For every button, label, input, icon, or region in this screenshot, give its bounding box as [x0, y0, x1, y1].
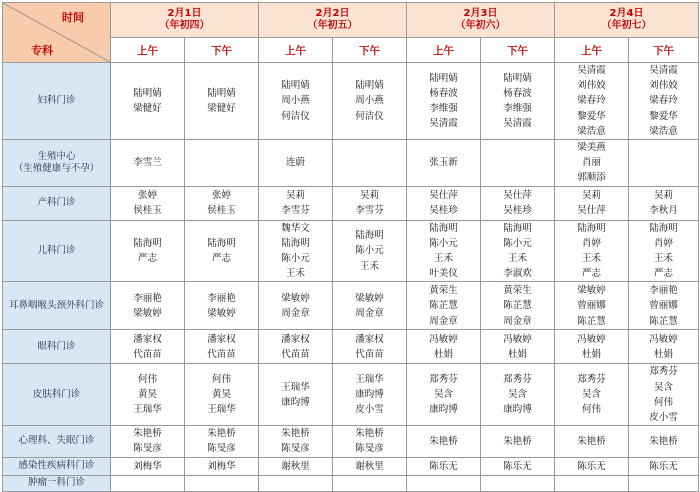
doctor-name: 曾丽娜	[649, 300, 678, 312]
doctor-name: 郭顺添	[577, 172, 606, 184]
doctor-name: 陆明婧	[281, 80, 310, 92]
doctor-name: 梁敏婷	[355, 292, 384, 304]
doctor-name: 康昀博	[503, 404, 532, 416]
doctor-name: 李丽艳	[207, 292, 236, 304]
doctor-cell	[185, 63, 259, 140]
doctor-name: 杜娟	[507, 348, 527, 360]
doctor-name: 吴桂珍	[503, 205, 532, 217]
doctor-name: 吴含	[653, 381, 673, 393]
doctor-name: 代苗苗	[207, 348, 236, 360]
doctor-name: 严志	[137, 253, 157, 265]
doctor-name: 黄昊	[137, 389, 157, 401]
doctor-name: 刘伟姣	[649, 80, 678, 92]
doctor-cell	[629, 330, 699, 364]
dept-row	[3, 426, 699, 457]
doctor-cell	[111, 457, 185, 475]
doctor-name: 吴桂珍	[429, 205, 458, 217]
doctor-name: 李丽艳	[133, 292, 162, 304]
doctor-name: 叶美仪	[429, 268, 458, 280]
doctor-cell	[555, 63, 629, 140]
doctor-cell	[259, 282, 333, 330]
slot-pm: 下午	[333, 38, 407, 63]
doctor-cell	[407, 63, 481, 140]
doctor-name: 皮小雪	[355, 404, 384, 416]
doctor-name: 李维强	[503, 103, 532, 114]
doctor-name: 陆海明	[649, 222, 678, 234]
date-header-3	[555, 3, 699, 38]
doctor-name: 王禾	[433, 253, 453, 265]
date-text: 2月2日	[315, 8, 350, 19]
doctor-name: 刘伟姣	[577, 80, 606, 92]
doctor-name: 陈乐无	[649, 460, 678, 472]
doctor-name: 谢秋里	[355, 460, 384, 472]
doctor-name: 杜娟	[433, 348, 453, 360]
doctor-name: 潘家权	[355, 333, 384, 345]
doctor-name: 李秋月	[649, 205, 678, 217]
doctor-name: 吴清霞	[503, 118, 532, 130]
doctor-name: 王瑞华	[281, 381, 310, 393]
doctor-name: 梁浩意	[577, 125, 606, 137]
doctor-cell	[629, 457, 699, 475]
doctor-name: 朱艳桥	[503, 435, 532, 447]
doctor-name: 严志	[581, 268, 601, 280]
doctor-cell	[629, 140, 699, 187]
doctor-cell	[333, 457, 407, 475]
doctor-cell	[185, 186, 259, 220]
doctor-name: 陈旻彦	[133, 443, 162, 455]
doctor-name: 周小燕	[355, 95, 384, 107]
doctor-name: 陈旻彦	[355, 443, 384, 455]
doctor-cell	[333, 330, 407, 364]
doctor-name: 魏华文	[281, 222, 310, 234]
doctor-cell	[629, 364, 699, 426]
doctor-name: 陈乐无	[429, 460, 458, 472]
doctor-name: 代苗苗	[355, 348, 384, 360]
doctor-cell	[185, 220, 259, 282]
doctor-name: 潘家权	[281, 333, 310, 345]
doctor-cell	[259, 63, 333, 140]
dept-name-cell	[3, 63, 111, 140]
doctor-name: 陈乐无	[503, 460, 532, 472]
doctor-name: 冯敏婷	[649, 333, 678, 345]
dept-name: 心理科、失眠门诊	[18, 435, 95, 447]
dept-name: 生殖中心	[37, 150, 76, 162]
doctor-name: 吴清霞	[429, 118, 458, 130]
doctor-name: 张玉新	[429, 157, 458, 169]
dept-name-cell	[3, 220, 111, 282]
date-header-row	[3, 3, 699, 38]
doctor-name: 李丽艳	[649, 285, 678, 297]
doctor-cell	[111, 282, 185, 330]
doctor-cell	[185, 330, 259, 364]
doctor-cell	[259, 475, 333, 491]
doctor-name: 陈小元	[355, 245, 384, 257]
doctor-cell	[555, 457, 629, 475]
doctor-name: 王禾	[653, 253, 673, 265]
dept-row	[3, 186, 699, 220]
doctor-cell	[185, 457, 259, 475]
doctor-name: 刘梅华	[133, 460, 162, 472]
doctor-name: 郑秀芬	[649, 366, 678, 378]
doctor-name: 代苗苗	[133, 348, 162, 360]
doctor-name: 杨春波	[429, 87, 458, 99]
slot-am: 上午	[407, 38, 481, 63]
doctor-cell	[555, 364, 629, 426]
dept-name: 感染性疾病科门诊	[18, 460, 95, 472]
doctor-name: 黄荣生	[429, 285, 458, 297]
doctor-name: 李淑欢	[503, 268, 532, 280]
doctor-name: 朱艳桥	[429, 435, 458, 447]
doctor-name: 吴含	[433, 389, 453, 401]
doctor-cell	[407, 364, 481, 426]
doctor-name: 皮小雪	[649, 412, 678, 424]
dept-row	[3, 140, 699, 187]
date-text: 2月3日	[463, 8, 498, 19]
doctor-name: 陆海明	[133, 237, 162, 249]
slot-pm: 下午	[185, 38, 259, 63]
doctor-cell	[333, 475, 407, 491]
doctor-cell	[555, 330, 629, 364]
doctor-name: 张婷	[137, 189, 157, 201]
doctor-name: 王禾	[359, 260, 379, 272]
doctor-cell	[111, 140, 185, 187]
dept-name-cell	[3, 364, 111, 426]
doctor-cell	[555, 186, 629, 220]
doctor-cell	[629, 63, 699, 140]
doctor-name: 黎爱华	[577, 110, 606, 122]
doctor-name: 朱艳桥	[577, 435, 606, 447]
doctor-cell	[259, 330, 333, 364]
doctor-name: 陈小元	[429, 237, 458, 249]
doctor-name: 陈小元	[281, 253, 310, 265]
doctor-cell	[333, 282, 407, 330]
doctor-cell	[333, 220, 407, 282]
doctor-cell	[481, 140, 555, 187]
doctor-name: 潘家权	[207, 333, 236, 345]
doctor-cell	[555, 426, 629, 457]
slot-am: 上午	[111, 38, 185, 63]
dept-name: 皮肤科门诊	[32, 388, 81, 400]
doctor-cell	[407, 186, 481, 220]
dept-name: 耳鼻咽喉头颈外科门诊	[8, 299, 104, 311]
doctor-name: 康昀博	[429, 404, 458, 416]
doctor-name: 张婷	[211, 189, 231, 201]
doctor-name: 陆明婧	[503, 72, 532, 84]
dept-name-cell	[3, 475, 111, 491]
slot-pm: 下午	[481, 38, 555, 63]
dept-label: 专科	[31, 44, 53, 57]
dept-row	[3, 220, 699, 282]
doctor-name: 梁敏婷	[133, 307, 162, 319]
doctor-cell	[629, 426, 699, 457]
dept-name-cell	[3, 330, 111, 364]
doctor-name: 周金章	[429, 315, 458, 327]
doctor-name: 吴莉	[581, 189, 601, 201]
doctor-cell	[481, 186, 555, 220]
doctor-name: 陈芷慧	[429, 300, 458, 312]
doctor-name: 陈小元	[503, 237, 532, 249]
doctor-name: 杨春波	[503, 87, 532, 99]
doctor-cell	[333, 140, 407, 187]
doctor-name: 何伟	[653, 396, 673, 408]
doctor-cell	[629, 282, 699, 330]
doctor-name: 陆明婧	[207, 87, 236, 99]
duty-schedule-table	[2, 2, 699, 492]
doctor-name: 陆明婧	[133, 87, 162, 99]
doctor-cell	[259, 457, 333, 475]
date-text: 2月1日	[167, 8, 202, 19]
doctor-name: 何洁仪	[281, 110, 310, 122]
date-header-1	[259, 3, 407, 38]
doctor-cell	[259, 364, 333, 426]
doctor-cell	[333, 364, 407, 426]
doctor-name: 吴莉	[359, 189, 379, 201]
dept-row	[3, 282, 699, 330]
doctor-name: 侯桂玉	[133, 205, 162, 217]
lunar-text: （年初五）	[307, 20, 358, 31]
lunar-text: （年初四）	[159, 20, 210, 31]
doctor-name: 陆明婧	[429, 72, 458, 84]
doctor-cell	[629, 186, 699, 220]
doctor-name: 李雪芬	[281, 205, 310, 217]
doctor-name: 吴含	[507, 389, 527, 401]
doctor-name: 康昀博	[281, 396, 310, 408]
doctor-name: 王瑞华	[355, 374, 384, 386]
doctor-cell	[407, 282, 481, 330]
doctor-name: 陈芷慧	[503, 300, 532, 312]
doctor-name: 陆海明	[429, 222, 458, 234]
doctor-name: 周金章	[281, 307, 310, 319]
doctor-name: 李雪兰	[133, 157, 162, 169]
doctor-name: 陈芷慧	[577, 315, 606, 327]
date-header-0	[111, 3, 259, 38]
doctor-cell	[481, 426, 555, 457]
doctor-name: 梁敏婷	[577, 285, 606, 297]
doctor-name: 严志	[653, 268, 673, 280]
doctor-cell	[481, 220, 555, 282]
doctor-name: 吴含	[581, 389, 601, 401]
doctor-name: 梁敏婷	[281, 292, 310, 304]
doctor-name: 陆海明	[577, 222, 606, 234]
doctor-cell	[333, 63, 407, 140]
doctor-cell	[185, 140, 259, 187]
doctor-name: 刘梅华	[207, 460, 236, 472]
doctor-name: 朱艳桥	[207, 428, 236, 440]
doctor-name: 陆海明	[355, 230, 384, 242]
doctor-name: 梁春玲	[577, 95, 606, 107]
doctor-name: 冯敏婷	[503, 333, 532, 345]
doctor-name: 陈芷慧	[649, 315, 678, 327]
doctor-name: 梁春玲	[649, 95, 678, 107]
lunar-text: （年初七）	[601, 20, 652, 31]
doctor-name: 王禾	[507, 253, 527, 265]
doctor-name: 梁美燕	[577, 142, 606, 154]
doctor-name: 朱艳桥	[281, 428, 310, 440]
corner-header-cell	[3, 3, 111, 63]
doctor-name: 李维强	[429, 103, 458, 114]
doctor-name: 梁浩意	[649, 125, 678, 137]
doctor-cell	[111, 475, 185, 491]
dept-name: 产科门诊	[37, 197, 76, 209]
doctor-name: 郑秀芬	[503, 374, 532, 386]
doctor-cell	[555, 282, 629, 330]
dept-row	[3, 330, 699, 364]
doctor-name: 朱艳桥	[355, 428, 384, 440]
doctor-name: 何伟	[211, 374, 231, 386]
diagonal-divider	[3, 3, 110, 62]
slot-pm: 下午	[629, 38, 699, 63]
doctor-name: 黄荣生	[503, 285, 532, 297]
doctor-name: 朱艳桥	[133, 428, 162, 440]
doctor-name: 谢秋里	[281, 460, 310, 472]
doctor-name: 黄昊	[211, 389, 231, 401]
doctor-cell	[629, 220, 699, 282]
doctor-name: 肖婷	[581, 237, 601, 249]
dept-subtitle: （生殖健康与不孕）	[13, 162, 100, 174]
doctor-cell	[481, 63, 555, 140]
time-label: 时间	[62, 11, 84, 24]
doctor-name: 王禾	[581, 253, 601, 265]
doctor-cell	[185, 426, 259, 457]
dept-name-cell	[3, 457, 111, 475]
doctor-name: 吴仕萍	[429, 189, 458, 201]
date-text: 2月4日	[609, 8, 644, 19]
doctor-cell	[407, 330, 481, 364]
doctor-name: 连蔚	[285, 157, 305, 169]
dept-row	[3, 457, 699, 475]
doctor-name: 杜娟	[581, 348, 601, 360]
doctor-name: 陆海明	[281, 237, 310, 249]
doctor-name: 何伟	[137, 374, 157, 386]
doctor-name: 潘家权	[133, 333, 162, 345]
schedule-body	[3, 63, 699, 492]
doctor-name: 陆海明	[207, 237, 236, 249]
doctor-name: 郑秀芬	[577, 374, 606, 386]
dept-row	[3, 475, 699, 491]
doctor-cell	[481, 330, 555, 364]
doctor-cell	[185, 475, 259, 491]
doctor-name: 严志	[211, 253, 231, 265]
doctor-cell	[555, 220, 629, 282]
doctor-cell	[259, 426, 333, 457]
doctor-name: 曾丽娜	[577, 300, 606, 312]
doctor-name: 王瑞华	[207, 404, 236, 416]
doctor-name: 侯桂玉	[207, 205, 236, 217]
doctor-name: 李雪芬	[355, 205, 384, 217]
doctor-cell	[111, 364, 185, 426]
doctor-cell	[111, 186, 185, 220]
doctor-cell	[481, 364, 555, 426]
doctor-cell	[407, 140, 481, 187]
doctor-name: 王禾	[285, 268, 305, 280]
doctor-name: 郑秀芬	[429, 374, 458, 386]
date-header-2	[407, 3, 555, 38]
doctor-name: 吴莉	[285, 189, 305, 201]
doctor-cell	[111, 220, 185, 282]
doctor-name: 吴清霞	[577, 65, 606, 76]
dept-name-cell	[3, 426, 111, 457]
doctor-cell	[259, 220, 333, 282]
doctor-name: 冯敏婷	[577, 333, 606, 345]
dept-name-cell	[3, 282, 111, 330]
doctor-cell	[481, 457, 555, 475]
doctor-name: 杜娟	[653, 348, 673, 360]
doctor-name: 周金章	[355, 307, 384, 319]
doctor-cell	[185, 282, 259, 330]
doctor-cell	[111, 330, 185, 364]
doctor-cell	[481, 282, 555, 330]
doctor-cell	[333, 426, 407, 457]
doctor-name: 黎爱华	[649, 110, 678, 122]
dept-name: 儿科门诊	[37, 245, 76, 257]
doctor-name: 吴清霞	[649, 65, 678, 76]
doctor-name: 陆明婧	[355, 80, 384, 92]
doctor-cell	[407, 426, 481, 457]
doctor-name: 陆海明	[503, 222, 532, 234]
doctor-name: 王瑞华	[133, 404, 162, 416]
doctor-cell	[259, 186, 333, 220]
doctor-name: 梁敏婷	[207, 307, 236, 319]
doctor-name: 周小燕	[281, 95, 310, 107]
doctor-name: 陈乐无	[577, 460, 606, 472]
doctor-name: 吴仕萍	[503, 189, 532, 201]
doctor-cell	[629, 475, 699, 491]
dept-row	[3, 63, 699, 140]
doctor-name: 肖婷	[653, 237, 673, 249]
doctor-cell	[185, 364, 259, 426]
dept-name-cell	[3, 186, 111, 220]
doctor-name: 陈旻彦	[207, 443, 236, 455]
doctor-cell	[555, 140, 629, 187]
doctor-name: 吴莉	[653, 189, 673, 201]
doctor-name: 代苗苗	[281, 348, 310, 360]
doctor-name: 冯敏婷	[429, 333, 458, 345]
dept-name-cell	[3, 140, 111, 187]
doctor-name: 梁健好	[133, 103, 162, 114]
dept-name: 眼科门诊	[37, 340, 76, 352]
doctor-name: 何洁仪	[355, 110, 384, 122]
doctor-name: 何伟	[581, 404, 601, 416]
doctor-cell	[407, 457, 481, 475]
dept-name: 妇科门诊	[37, 95, 76, 106]
doctor-name: 肖丽	[581, 157, 601, 169]
doctor-cell	[481, 475, 555, 491]
doctor-cell	[407, 220, 481, 282]
doctor-cell	[259, 140, 333, 187]
dept-row	[3, 364, 699, 426]
doctor-cell	[407, 475, 481, 491]
slot-am: 上午	[259, 38, 333, 63]
doctor-name: 梁健好	[207, 103, 236, 114]
doctor-cell	[555, 475, 629, 491]
slot-am: 上午	[555, 38, 629, 63]
doctor-cell	[111, 63, 185, 140]
doctor-cell	[111, 426, 185, 457]
doctor-name: 康昀博	[355, 389, 384, 401]
lunar-text: （年初六）	[455, 20, 506, 31]
doctor-cell	[333, 186, 407, 220]
doctor-name: 陈旻彦	[281, 443, 310, 455]
doctor-name: 朱艳桥	[649, 435, 678, 447]
dept-name: 肿瘤一科门诊	[27, 477, 85, 489]
doctor-name: 周金章	[503, 315, 532, 327]
doctor-name: 吴仕萍	[577, 205, 606, 217]
